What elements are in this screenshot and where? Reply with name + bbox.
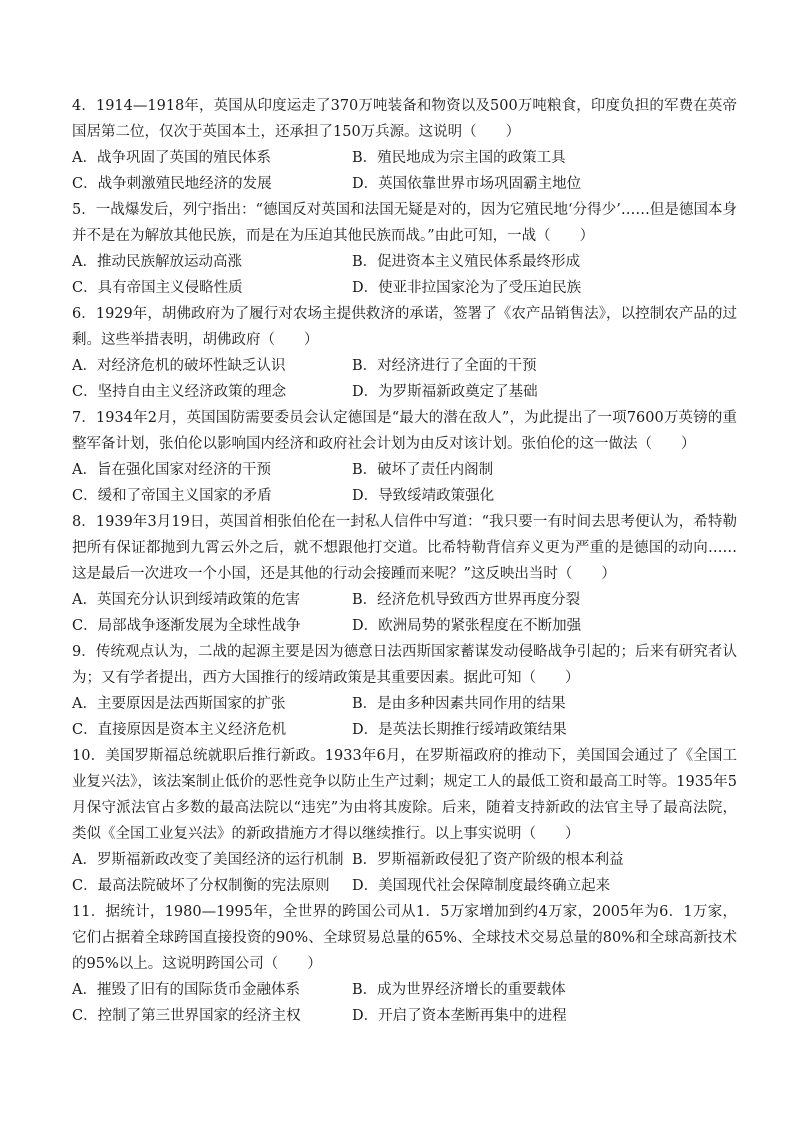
option-a[interactable]: A．摧毁了旧有的国际货币金融体系 [72, 982, 300, 998]
question-5 [72, 197, 737, 301]
question-10 [72, 743, 737, 899]
option-grid [72, 691, 737, 743]
question-stem: 8．1939年3月19日，英国首相张伯伦在一封私人信件中写道：“我只要一有时间去思考便认为，希特勒把所有保证都抛到九霄云外之后，就不想跟他打交道。比希特勒背信弃义更为严重的是德国的动向……这是最后一次进攻一个小国，还是其他的行动会接踵而来呢？”这反映出当时（ ） [72, 514, 737, 582]
option-a[interactable]: A．主要原因是法西斯国家的扩张 [72, 696, 286, 712]
option-d[interactable]: D．是英法长期推行绥靖政策结果 [352, 722, 567, 738]
option-b[interactable]: B．对经济进行了全面的干预 [352, 358, 537, 374]
question-8 [72, 509, 737, 639]
question-11 [72, 899, 737, 1029]
question-list [72, 93, 737, 1029]
option-a[interactable]: A．罗斯福新政改变了美国经济的运行机制 [72, 852, 344, 868]
option-b[interactable]: B．经济危机导致西方世界再度分裂 [352, 592, 581, 608]
option-c[interactable]: C．最高法院破坏了分权制衡的宪法原则 [72, 878, 330, 894]
option-grid [72, 249, 737, 301]
option-a[interactable]: A．推动民族解放运动高涨 [72, 254, 242, 270]
option-d[interactable]: D．美国现代社会保障制度最终确立起来 [352, 878, 611, 894]
question-stem: 11．据统计，1980—1995年，全世界的跨国公司从1．5万家增加到约4万家，2005年为6．1万家，它们占据着全球跨国直接投资的90%、全球贸易总量的65%、全球技术交易总量的80%和全球高新技术的95%以上。这说明跨国公司（ ） [72, 904, 737, 972]
option-d[interactable]: D．开启了资本垄断再集中的进程 [352, 1008, 567, 1024]
option-b[interactable]: B．是由多种因素共同作用的结果 [352, 696, 566, 712]
option-c[interactable]: C．战争刺激殖民地经济的发展 [72, 176, 272, 192]
question-stem: 7．1934年2月，英国国防需要委员会认定德国是“最大的潜在敌人”，为此提出了一项7600万英镑的重整军备计划，张伯伦以影响国内经济和政府社会计划为由反对该计划。张伯伦的这一做法（ ） [72, 410, 737, 452]
option-d[interactable]: D．欧洲局势的紧张程度在不断加强 [352, 618, 582, 634]
option-d[interactable]: D．英国依靠世界市场巩固霸主地位 [352, 176, 582, 192]
option-b[interactable]: B．成为世界经济增长的重要载体 [352, 982, 566, 998]
option-a[interactable]: A．旨在强化国家对经济的干预 [72, 462, 271, 478]
question-stem: 10．美国罗斯福总统就职后推行新政。1933年6月，在罗斯福政府的推动下，美国国会通过了《全国工业复兴法》，该法案制止低价的恶性竞争以防止生产过剩；规定工人的最低工资和最高工时等。1935年5月保守派法官占多数的最高法院以“违宪”为由将其废除。后来，随着支持新政的法官主导了最高法院，类似《全国工业复兴法》的新政措施方才得以继续推行。以上事实说明（ ） [72, 748, 737, 842]
question-stem: 6．1929年，胡佛政府为了履行对农场主提供救济的承诺，签署了《农产品销售法》，以控制农产品的过剩。这些举措表明，胡佛政府（ ） [72, 306, 737, 348]
option-grid [72, 145, 737, 197]
option-c[interactable]: C．局部战争逐渐发展为全球性战争 [72, 618, 301, 634]
option-c[interactable]: C．直接原因是资本主义经济危机 [72, 722, 287, 738]
option-grid [72, 847, 737, 899]
option-c[interactable]: C．具有帝国主义侵略性质 [72, 280, 243, 296]
question-6 [72, 301, 737, 405]
option-d[interactable]: D．为罗斯福新政奠定了基础 [352, 384, 538, 400]
option-b[interactable]: B．促进资本主义殖民体系最终形成 [352, 254, 581, 270]
option-b[interactable]: B．殖民地成为宗主国的政策工具 [352, 150, 566, 166]
option-a[interactable]: A．英国充分认识到绥靖政策的危害 [72, 592, 300, 608]
option-a[interactable]: A．战争巩固了英国的殖民体系 [72, 150, 271, 166]
option-c[interactable]: C．坚持自由主义经济政策的理念 [72, 384, 287, 400]
option-grid [72, 587, 737, 639]
question-4 [72, 93, 737, 197]
option-d[interactable]: D．使亚非拉国家沦为了受压迫民族 [352, 280, 582, 296]
option-c[interactable]: C．控制了第三世界国家的经济主权 [72, 1008, 301, 1024]
question-stem: 5．一战爆发后，列宁指出：“德国反对英国和法国无疑是对的，因为它殖民地‘分得少’……但是德国本身并不是在为解放其他民族，而是在为压迫其他民族而战。”由此可知，一战（ ） [72, 202, 737, 244]
question-stem: 4．1914—1918年，英国从印度运走了370万吨装备和物资以及500万吨粮食，印度负担的军费在英帝国居第二位，仅次于英国本土，还承担了150万兵源。这说明（ ） [72, 98, 737, 140]
option-grid [72, 353, 737, 405]
question-9 [72, 639, 737, 743]
question-stem: 9．传统观点认为，二战的起源主要是因为德意日法西斯国家蓄谋发动侵略战争引起的；后来有研究者认为；又有学者提出，西方大国推行的绥靖政策是其重要因素。据此可知（ ） [72, 644, 737, 686]
option-grid [72, 457, 737, 509]
option-b[interactable]: B．罗斯福新政侵犯了资产阶级的根本利益 [352, 852, 624, 868]
option-a[interactable]: A．对经济危机的破坏性缺乏认识 [72, 358, 286, 374]
option-grid [72, 977, 737, 1029]
option-c[interactable]: C．缓和了帝国主义国家的矛盾 [72, 488, 272, 504]
question-7 [72, 405, 737, 509]
option-b[interactable]: B．破坏了责任内阁制 [352, 462, 494, 478]
option-d[interactable]: D．导致绥靖政策强化 [352, 488, 495, 504]
